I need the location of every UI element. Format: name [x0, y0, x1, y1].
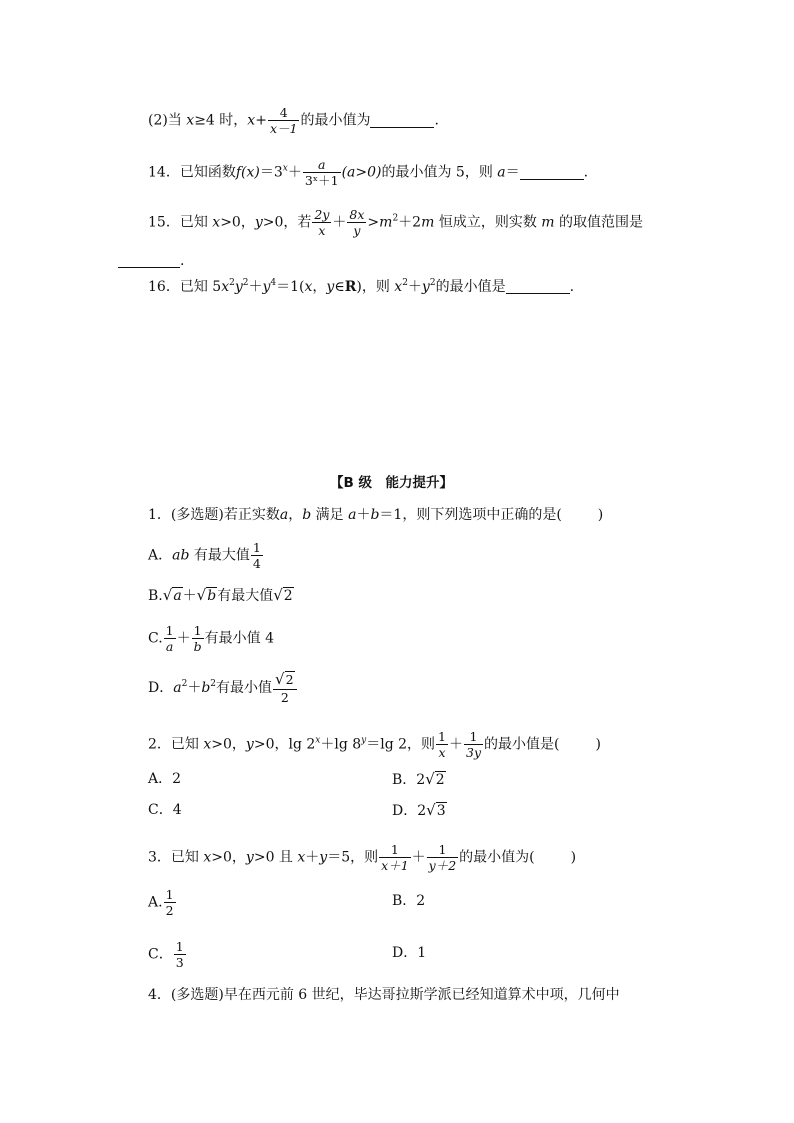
answer-blank[interactable]	[370, 127, 434, 128]
option-b2-a: A．2	[148, 771, 182, 787]
sqrt: √2	[425, 770, 445, 788]
fraction: $\frac{1}{x}$	[438, 729, 446, 761]
fraction: $\frac{1}{x+1}$	[381, 842, 409, 874]
option-b3-b: B．2	[392, 893, 426, 909]
fraction: $\frac{4}{x-1}$	[269, 105, 298, 137]
sqrt: √b	[196, 586, 217, 604]
section-heading-b-level: 【B 级 能力提升】	[330, 475, 453, 491]
question-b2: 2．已知 x>0，y>0，$\lg 2^x+\lg$ $8^y=\lg$ 2，则 $\frac{1}{x}$ ＋ $\frac{1}{3y}$ 的最小值是( )	[148, 729, 601, 761]
sqrt: √a	[162, 586, 182, 604]
option-b3-a: A. $\frac{1}{2}$	[148, 887, 174, 919]
sqrt: √2	[273, 586, 293, 604]
option-b2-b: B．2√2	[392, 770, 445, 788]
question-15-answer-line: .	[118, 254, 184, 268]
answer-blank[interactable]	[118, 267, 180, 268]
question-13-part-2: (2)当 x≥4 时，x+ $\frac{4}{x-1}$ 的最小值为 .	[148, 105, 439, 137]
fraction: $\frac{1}{y+2}$	[428, 842, 457, 874]
question-15: 15．已知 x>0，y>0，若 $\frac{2y}{x}$ ＋ $\frac{8x}{y}$ $>m^2+2m$ 恒成立，则实数 m 的取值范围是	[148, 207, 644, 239]
answer-blank[interactable]	[506, 293, 570, 294]
option-b1-c: C. $\frac{1}{a}$ ＋ $\frac{1}{b}$ 有最小值 4	[148, 623, 274, 655]
fraction: $\frac{8x}{y}$	[349, 207, 365, 239]
fraction: $\frac{1}{a}$	[165, 623, 174, 655]
answer-blank[interactable]	[520, 179, 584, 180]
question-16: 16．已知 $5x^2y^2+y^4=1(x$，y∈R)，则 $x^2+y^2$的最小值是 .	[148, 278, 575, 295]
option-b3-c: C． $\frac{1}{3}$	[148, 939, 184, 971]
option-b1-d: D．$a^2+b^2$有最小值 $\frac{√2}{2}$	[148, 672, 298, 704]
option-b1-a: A．ab 有最大值 $\frac{1}{4}$	[148, 540, 261, 572]
question-b3: 3．已知 x>0，y>0 且 x＋y＝5，则 $\frac{1}{x+1}$ ＋ $\frac{1}{y+2}$ 的最小值为( )	[148, 842, 577, 874]
fraction: $\frac{a}{\text{3ˣ＋1}}$	[304, 157, 339, 189]
fraction: $\frac{1}{3}$	[175, 939, 184, 971]
fraction: $\frac{√2}{2}$	[273, 672, 297, 704]
option-b3-d: D．1	[392, 945, 427, 961]
fraction: $\frac{1}{3y}$	[466, 729, 482, 761]
fraction: $\frac{1}{2}$	[165, 887, 174, 919]
option-b2-d: D．2√3	[392, 801, 446, 819]
sqrt: √3	[426, 801, 446, 819]
question-b1: 1．(多选题)若正实数a，b 满足 a＋b＝1，则下列选项中正确的是( )	[148, 507, 604, 523]
fraction: $\frac{1}{4}$	[252, 540, 261, 572]
option-b1-b: B.√a＋√b有最大值√2	[148, 586, 293, 604]
option-b2-c: C．4	[148, 802, 182, 818]
fraction: $\frac{1}{b}$	[193, 623, 202, 655]
question-14: 14．已知函数$f(x)=3^x+$ $\frac{a}{\text{3ˣ＋1}}$ (a>0)的最小值为 5，则 a＝ .	[148, 157, 589, 189]
fraction: $\frac{2y}{x}$	[314, 207, 330, 239]
question-b4: 4．(多选题)早在西元前 6 世纪，毕达哥拉斯学派已经知道算术中项，几何中	[148, 987, 620, 1003]
